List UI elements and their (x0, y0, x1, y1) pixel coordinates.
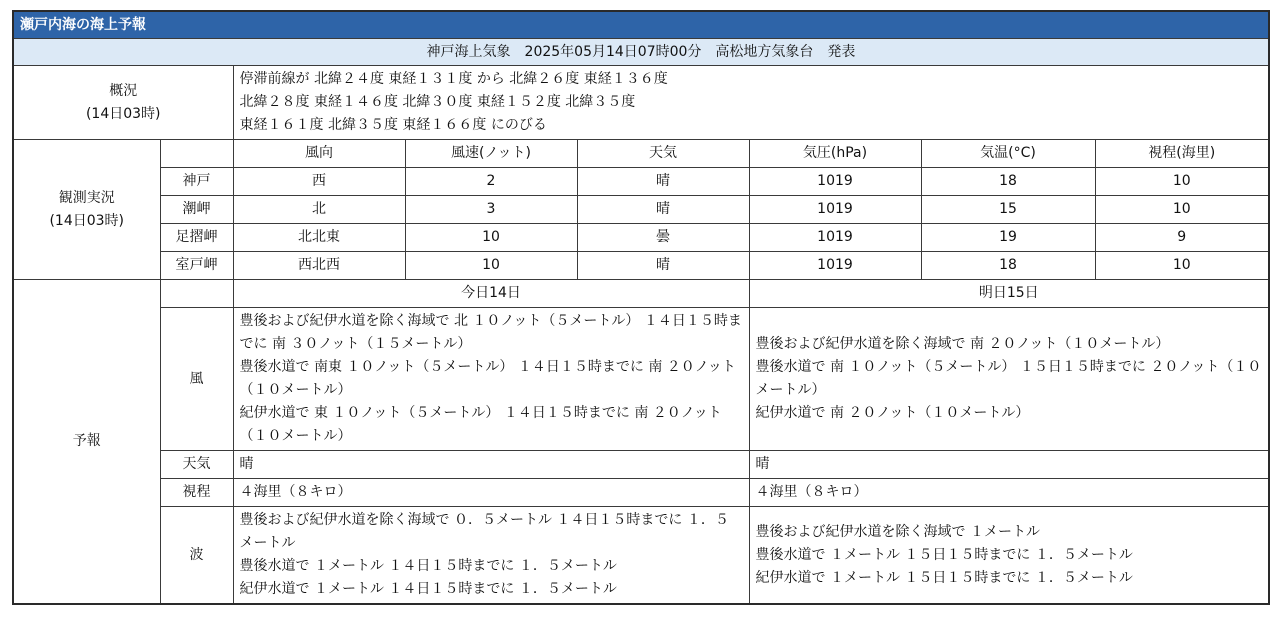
station-name: 神戸 (160, 168, 233, 196)
waves-tomorrow (749, 507, 1269, 605)
header-visibility: 視程(海里) (1095, 140, 1269, 168)
cell-wind-direction: 西 (233, 168, 405, 196)
overview-line: 北緯２８度 東経１４６度 北緯３０度 東経１５２度 北緯３５度 (239, 94, 636, 110)
observation-time: (14日03時) (49, 212, 125, 229)
overview-line: 停滞前線が 北緯２４度 東経１３１度 から 北緯２６度 東経１３６度 (239, 71, 668, 87)
table-row (13, 168, 1269, 196)
empty-header-cell (160, 280, 233, 308)
forecast-line: 豊後水道で 南 １０ノット（５メートル） １５日１５時までに ２０ノット（１０メートル） (755, 359, 1262, 398)
page-title: 瀬戸内海の海上予報 (13, 11, 1269, 39)
overview-label-cell (13, 66, 233, 140)
cell-wind-speed: 3 (405, 196, 577, 224)
cell-wind-direction: 西北西 (233, 252, 405, 280)
header-pressure: 気圧(hPa) (749, 140, 921, 168)
overview-label: 概況 (109, 82, 138, 99)
overview-line: 東経１６１度 北緯３５度 東経１６６度 にのびる (239, 117, 547, 133)
table-row (13, 224, 1269, 252)
day-header-tomorrow: 明日15日 (749, 280, 1269, 308)
cell-visibility: 10 (1095, 252, 1269, 280)
forecast-line: 豊後水道で 南東 １０ノット（５メートル） １４日１５時までに 南 ２０ノット（１０メートル） (239, 359, 736, 398)
forecast-line: 豊後水道で １メートル １４日１５時までに １．５メートル (239, 558, 617, 574)
cell-weather: 晴 (577, 168, 749, 196)
forecast-line: 紀伊水道で １メートル １５日１５時までに １．５メートル (755, 569, 1133, 586)
forecast-table (12, 10, 1270, 605)
visibility-tomorrow: ４海里（８キロ） (749, 479, 1269, 507)
observation-label: 観測実況 (58, 189, 115, 206)
table-row (13, 252, 1269, 280)
cell-wind-speed: 2 (405, 168, 577, 196)
forecast-line: 豊後および紀伊水道を除く海域で 北 １０ノット（５メートル） １４日１５時までに 南 ３０ノット（１５メートル） (239, 313, 742, 352)
forecast-line: 紀伊水道で 東 １０ノット（５メートル） １４日１５時までに 南 ２０ノット（１０メートル） (239, 405, 722, 444)
weather-label: 天気 (160, 451, 233, 479)
cell-wind-direction: 北北東 (233, 224, 405, 252)
station-name: 足摺岬 (160, 224, 233, 252)
visibility-today: ４海里（８キロ） (233, 479, 749, 507)
weather-today: 晴 (233, 451, 749, 479)
cell-pressure: 1019 (749, 196, 921, 224)
cell-wind-direction: 北 (233, 196, 405, 224)
day-header-today: 今日14日 (233, 280, 749, 308)
station-name: 潮岬 (160, 196, 233, 224)
header-weather: 天気 (577, 140, 749, 168)
waves-today (233, 507, 749, 605)
wind-label: 風 (160, 308, 233, 451)
cell-pressure: 1019 (749, 168, 921, 196)
header-temperature: 気温(°C) (921, 140, 1095, 168)
cell-weather: 曇 (577, 224, 749, 252)
cell-visibility: 10 (1095, 196, 1269, 224)
visibility-label: 視程 (160, 479, 233, 507)
cell-temperature: 18 (921, 168, 1095, 196)
cell-pressure: 1019 (749, 252, 921, 280)
forecast-line: 紀伊水道で １メートル １４日１５時までに １．５メートル (239, 581, 617, 597)
cell-wind-speed: 10 (405, 252, 577, 280)
cell-weather: 晴 (577, 252, 749, 280)
cell-wind-speed: 10 (405, 224, 577, 252)
wind-today (233, 308, 749, 451)
forecast-line: 豊後および紀伊水道を除く海域で 南 ２０ノット（１０メートル） (755, 336, 1170, 352)
forecast-panel (12, 10, 1268, 605)
cell-visibility: 9 (1095, 224, 1269, 252)
forecast-line: 紀伊水道で 南 ２０ノット（１０メートル） (755, 405, 1030, 421)
issued-header: 神戸海上気象 2025年05月14日07時00分 高松地方気象台 発表 (13, 39, 1269, 66)
empty-header-cell (160, 140, 233, 168)
cell-pressure: 1019 (749, 224, 921, 252)
cell-weather: 晴 (577, 196, 749, 224)
forecast-label: 予報 (13, 280, 160, 605)
overview-time: (14日03時) (85, 105, 161, 122)
cell-visibility: 10 (1095, 168, 1269, 196)
weather-tomorrow: 晴 (749, 451, 1269, 479)
forecast-line: 豊後および紀伊水道を除く海域で １メートル (755, 523, 1040, 540)
cell-temperature: 18 (921, 252, 1095, 280)
header-wind-speed: 風速(ノット) (405, 140, 577, 168)
overview-text (233, 66, 1269, 140)
wind-tomorrow (749, 308, 1269, 451)
forecast-line: 豊後水道で １メートル １５日１５時までに １．５メートル (755, 546, 1133, 563)
forecast-line: 豊後および紀伊水道を除く海域で ０．５メートル １４日１５時までに １．５メートル (239, 512, 729, 551)
observation-label-cell (13, 140, 160, 280)
header-wind-direction: 風向 (233, 140, 405, 168)
cell-temperature: 15 (921, 196, 1095, 224)
waves-label: 波 (160, 507, 233, 605)
cell-temperature: 19 (921, 224, 1095, 252)
station-name: 室戸岬 (160, 252, 233, 280)
table-row (13, 196, 1269, 224)
